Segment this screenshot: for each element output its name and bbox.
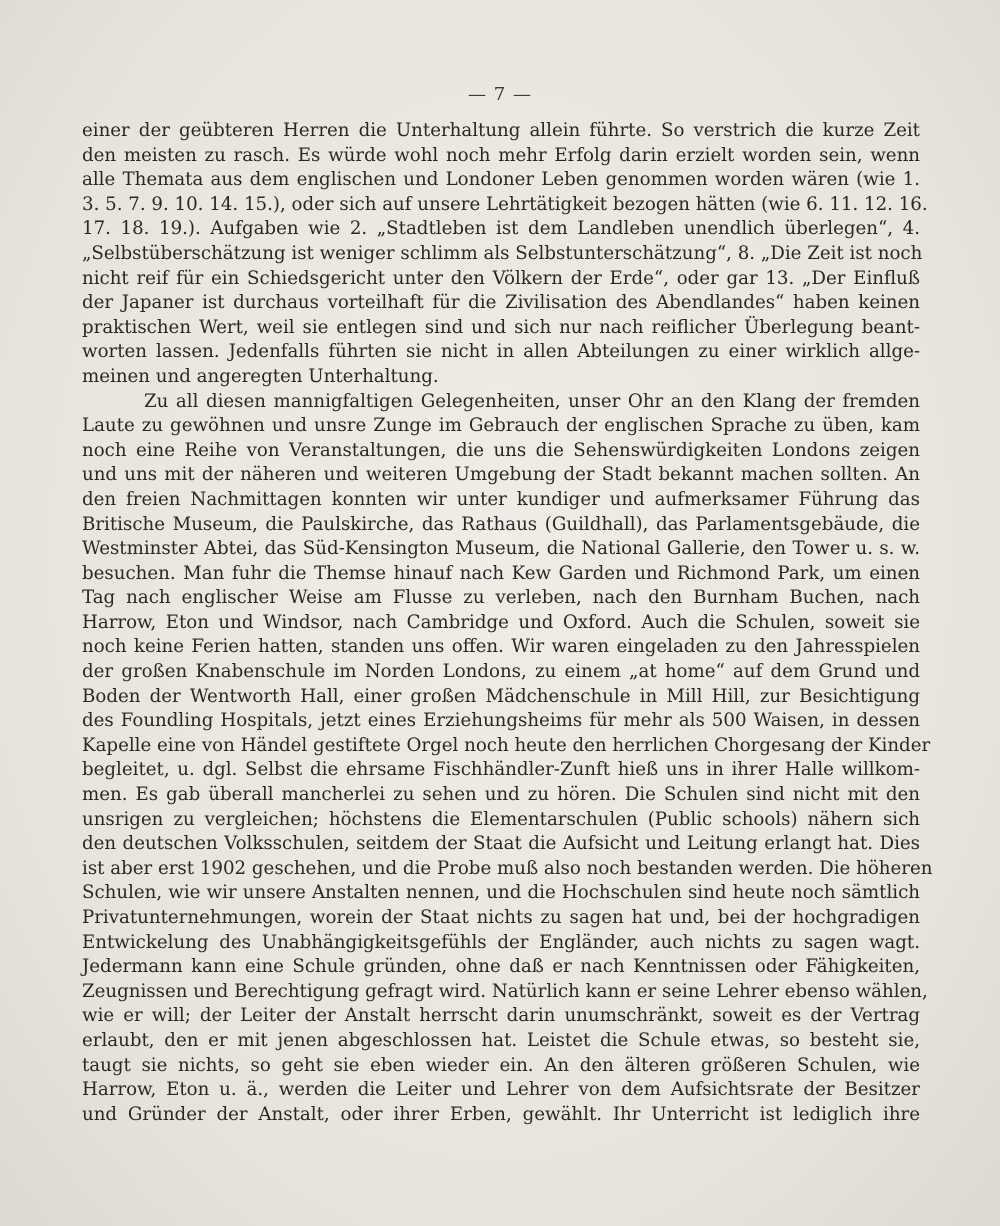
text-line: „Selbstüberschätzung ist weniger schlimm als Selbstunterschätzung“, 8. „Die Zeit ist noch [82,242,923,264]
text-line: noch keine Ferien hatten, standen uns offen. Wir waren eingeladen zu den Jahresspielen [82,636,920,658]
text-line: wie er will; der Leiter der Anstalt herrscht darin unumschränkt, soweit es der Vertrag [82,1005,920,1027]
page-number: — 7 — [468,84,532,105]
text-line: und Gründer der Anstalt, oder ihrer Erben, gewählt. Ihr Unterricht ist lediglich ihre [82,1103,920,1125]
text-line: begleitet, u. dgl. Selbst die ehrsame Fischhändler-Zunft hieß uns in ihrer Halle willkom- [82,759,920,781]
text-line: Laute zu gewöhnen und unsre Zunge im Gebrauch der englischen Sprache zu üben, kam [82,415,920,437]
text-line: unsrigen zu vergleichen; höchstens die Elementarschulen (Public schools) nähern sich [82,808,920,830]
text-line: Britische Museum, die Paulskirche, das Rathaus (Guildhall), das Parlamentsgebäude, die [82,513,920,535]
text-line: Privatunternehmungen, worein der Staat nichts zu sagen hat und, bei der hochgradigen [82,907,920,928]
text-line: Jedermann kann eine Schule gründen, ohne daß er nach Kenntnissen oder Fähigkeiten, [82,956,920,978]
text-line: 3. 5. 7. 9. 10. 14. 15.), oder sich auf unsere Lehrtätigkeit bezogen hätten (wie 6. 11. 12. 16. [82,193,928,215]
text-line: Zeugnissen und Berechtigung gefragt wird. Natürlich kann er seine Lehrer ebenso wählen, [82,980,928,1002]
text-line: der großen Knabenschule im Norden Londons, zu einem „at home“ auf dem Grund und [82,661,920,683]
text-line: einer der geübteren Herren die Unterhaltung allein führte. So verstrich die kurze Zeit [82,120,920,141]
text-line: Westminster Abtei, das Süd-Kensington Museum, die National Gallerie, den Tower u. s. w. [82,538,920,560]
text-line: Schulen, wie wir unsere Anstalten nennen, und die Hochschulen sind heute noch sämtlich [82,882,920,904]
text-line: den deutschen Volksschulen, seitdem der Staat die Aufsicht und Leitung erlangt hat. Dies [82,833,920,855]
text-line: meinen und angeregten Unterhaltung. [82,365,439,387]
text-line: Harrow, Eton und Windsor, nach Cambridge und Oxford. Auch die Schulen, soweit sie [82,611,920,633]
text-line: Kapelle eine von Händel gestiftete Orgel noch heute den herrlichen Chorgesang der Kinder [82,734,931,756]
text-line: und uns mit der näheren und weiteren Umgebung der Stadt bekannt machen sollten. An [82,464,920,486]
text-line: 17. 18. 19.). Aufgaben wie 2. „Stadtleben ist dem Landleben unendlich überlegen“, 4. [82,218,920,240]
text-line: Entwickelung des Unabhängigkeitsgefühls der Engländer, auch nichts zu sagen wagt. [82,931,920,953]
text-line: Boden der Wentworth Hall, einer großen Mädchenschule in Mill Hill, zur Besichtigung [82,685,920,707]
text-line: praktischen Wert, weil sie entlegen sind und sich nur nach reiflicher Überlegung beant- [82,316,920,338]
text-line: worten lassen. Jedenfalls führten sie nicht in allen Abteilungen zu einer wirklich allge- [82,341,920,363]
paragraph-2 [82,390,933,1128]
body-text [82,119,933,1127]
paragraph-1 [82,119,928,390]
text-line: alle Themata aus dem englischen und Londoner Leben genommen worden wären (wie 1. [82,169,920,191]
text-line: den freien Nachmittagen konnten wir unter kundiger und aufmerksamer Führung das [82,488,920,510]
text-line: Zu all diesen mannigfaltigen Gelegenheiten, unser Ohr an den Klang der fremden [144,390,920,412]
text-line: taugt sie nichts, so geht sie eben wieder ein. An den älteren größeren Schulen, wie [82,1054,920,1076]
text-line: nicht reif für ein Schiedsgericht unter den Völkern der Erde“, oder gar 13. „Der Einfluß [82,267,920,289]
text-line: besuchen. Man fuhr die Themse hinauf nach Kew Garden und Richmond Park, um einen [82,562,920,584]
text-line: Harrow, Eton u. ä., werden die Leiter und Lehrer von dem Aufsichtsrate der Besitzer [82,1079,920,1101]
text-line: der Japaner ist durchaus vorteilhaft für die Zivilisation des Abendlandes“ haben keinen [82,292,920,314]
text-line: ist aber erst 1902 geschehen, und die Probe muß also noch bestanden werden. Die höheren [82,857,933,879]
text-line: des Foundling Hospitals, jetzt eines Erziehungsheims für mehr als 500 Waisen, in dessen [82,710,920,732]
text-line: erlaubt, den er mit jenen abgeschlossen hat. Leistet die Schule etwas, so besteht sie, [82,1029,920,1051]
text-line: den meisten zu rasch. Es würde wohl noch mehr Erfolg darin erzielt worden sein, wenn [82,144,920,166]
text-line: men. Es gab überall mancherlei zu sehen und zu hören. Die Schulen sind nicht mit den [82,784,920,806]
text-line: Tag nach englischer Weise am Flusse zu verleben, nach den Burnham Buchen, nach [82,587,920,609]
text-line: noch eine Reihe von Veranstaltungen, die uns die Sehenswürdigkeiten Londons zeigen [82,439,920,461]
